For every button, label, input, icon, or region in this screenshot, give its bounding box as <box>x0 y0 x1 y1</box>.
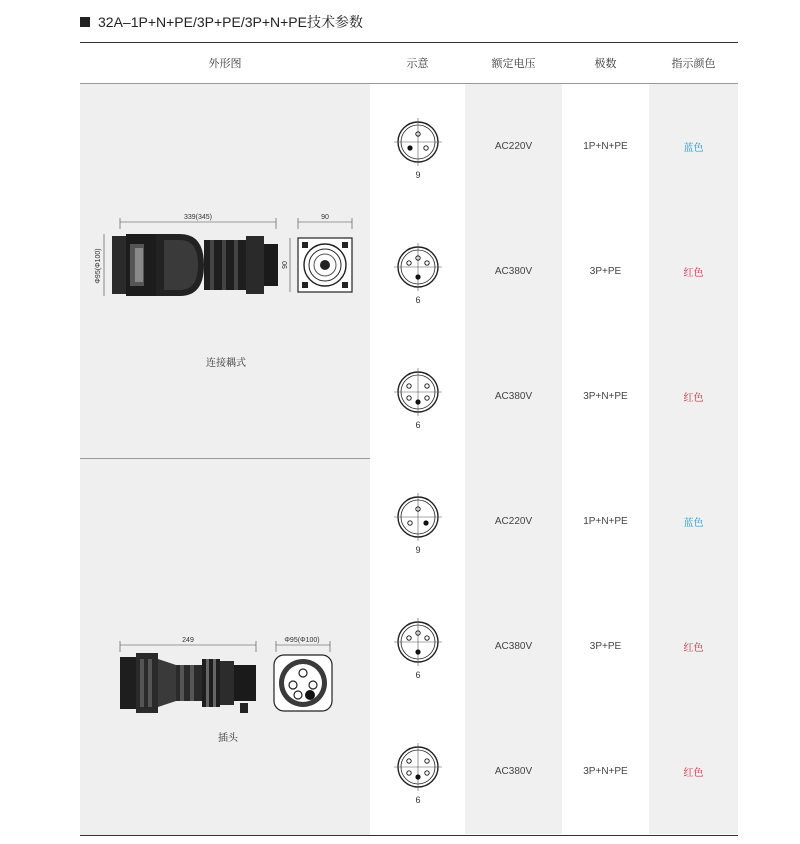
section-title-text: 32A–1P+N+PE/3P+PE/3P+N+PE技术参数 <box>98 14 363 30</box>
table-row <box>370 84 738 210</box>
voltage-cell: AC380V <box>465 334 562 459</box>
clock-position: 6 <box>414 294 421 305</box>
pin-diagram-icon <box>388 737 448 807</box>
clock-position: 9 <box>414 169 421 180</box>
symbol-cell <box>370 209 465 334</box>
clock-position: 6 <box>414 669 421 680</box>
symbol-cell <box>370 584 465 709</box>
plug-drawing <box>80 459 370 835</box>
color-cell: 红色 <box>649 709 738 834</box>
coupler-diameter-label: Φ95(Φ100) <box>95 248 102 284</box>
symbol-cell <box>370 334 465 459</box>
pin-diagram-icon <box>388 237 448 307</box>
plug-caption: 插头 <box>218 733 238 744</box>
voltage-cell: AC380V <box>465 709 562 834</box>
pin-diagram-icon <box>388 487 448 557</box>
table-row <box>370 334 738 459</box>
section-title <box>80 12 363 32</box>
symbol-cell <box>370 84 465 209</box>
header-shape: 外形图 <box>208 58 242 70</box>
symbol-cell <box>370 459 465 584</box>
color-cell: 红色 <box>649 584 738 709</box>
table-row <box>370 584 738 710</box>
poles-cell: 1P+N+PE <box>562 459 649 584</box>
voltage-cell: AC220V <box>465 84 562 209</box>
group-plug <box>80 459 738 835</box>
plug-diameter-label: Φ95(Φ100) <box>284 637 320 644</box>
pin-diagram-icon <box>388 362 448 432</box>
coupler-caption: 连接耦式 <box>206 358 246 369</box>
header-color: 指示颜色 <box>671 58 716 70</box>
header-voltage: 额定电压 <box>491 58 536 70</box>
table-row <box>370 709 738 834</box>
poles-cell: 3P+N+PE <box>562 334 649 459</box>
clock-position: 9 <box>414 544 421 555</box>
poles-cell: 3P+PE <box>562 209 649 334</box>
voltage-cell: AC380V <box>465 584 562 709</box>
symbol-cell <box>370 709 465 834</box>
poles-cell: 1P+N+PE <box>562 84 649 209</box>
table-header <box>80 43 738 84</box>
plug-drawing-cell <box>80 459 370 835</box>
coupler-width-label: 90 <box>321 214 329 221</box>
group-coupler <box>80 84 738 459</box>
clock-position: 6 <box>414 419 421 430</box>
poles-cell: 3P+N+PE <box>562 709 649 834</box>
coupler-drawing <box>80 84 370 458</box>
voltage-cell: AC380V <box>465 209 562 334</box>
spec-table <box>80 42 738 836</box>
clock-position: 6 <box>414 794 421 805</box>
color-cell: 蓝色 <box>649 84 738 209</box>
pin-diagram-icon <box>388 112 448 182</box>
voltage-cell: AC220V <box>465 459 562 584</box>
color-cell: 蓝色 <box>649 459 738 584</box>
header-poles: 极数 <box>594 58 617 70</box>
pin-diagram-icon <box>388 612 448 682</box>
coupler-drawing-cell <box>80 84 370 458</box>
plug-length-label: 249 <box>182 637 194 644</box>
title-square-icon <box>80 17 90 27</box>
color-cell: 红色 <box>649 334 738 459</box>
coupler-height-label: 90 <box>282 261 289 269</box>
table-row <box>370 209 738 335</box>
color-cell: 红色 <box>649 209 738 334</box>
table-row <box>370 459 738 585</box>
poles-cell: 3P+PE <box>562 584 649 709</box>
header-symbol: 示意 <box>406 58 429 70</box>
coupler-length-label: 339(345) <box>183 214 213 221</box>
